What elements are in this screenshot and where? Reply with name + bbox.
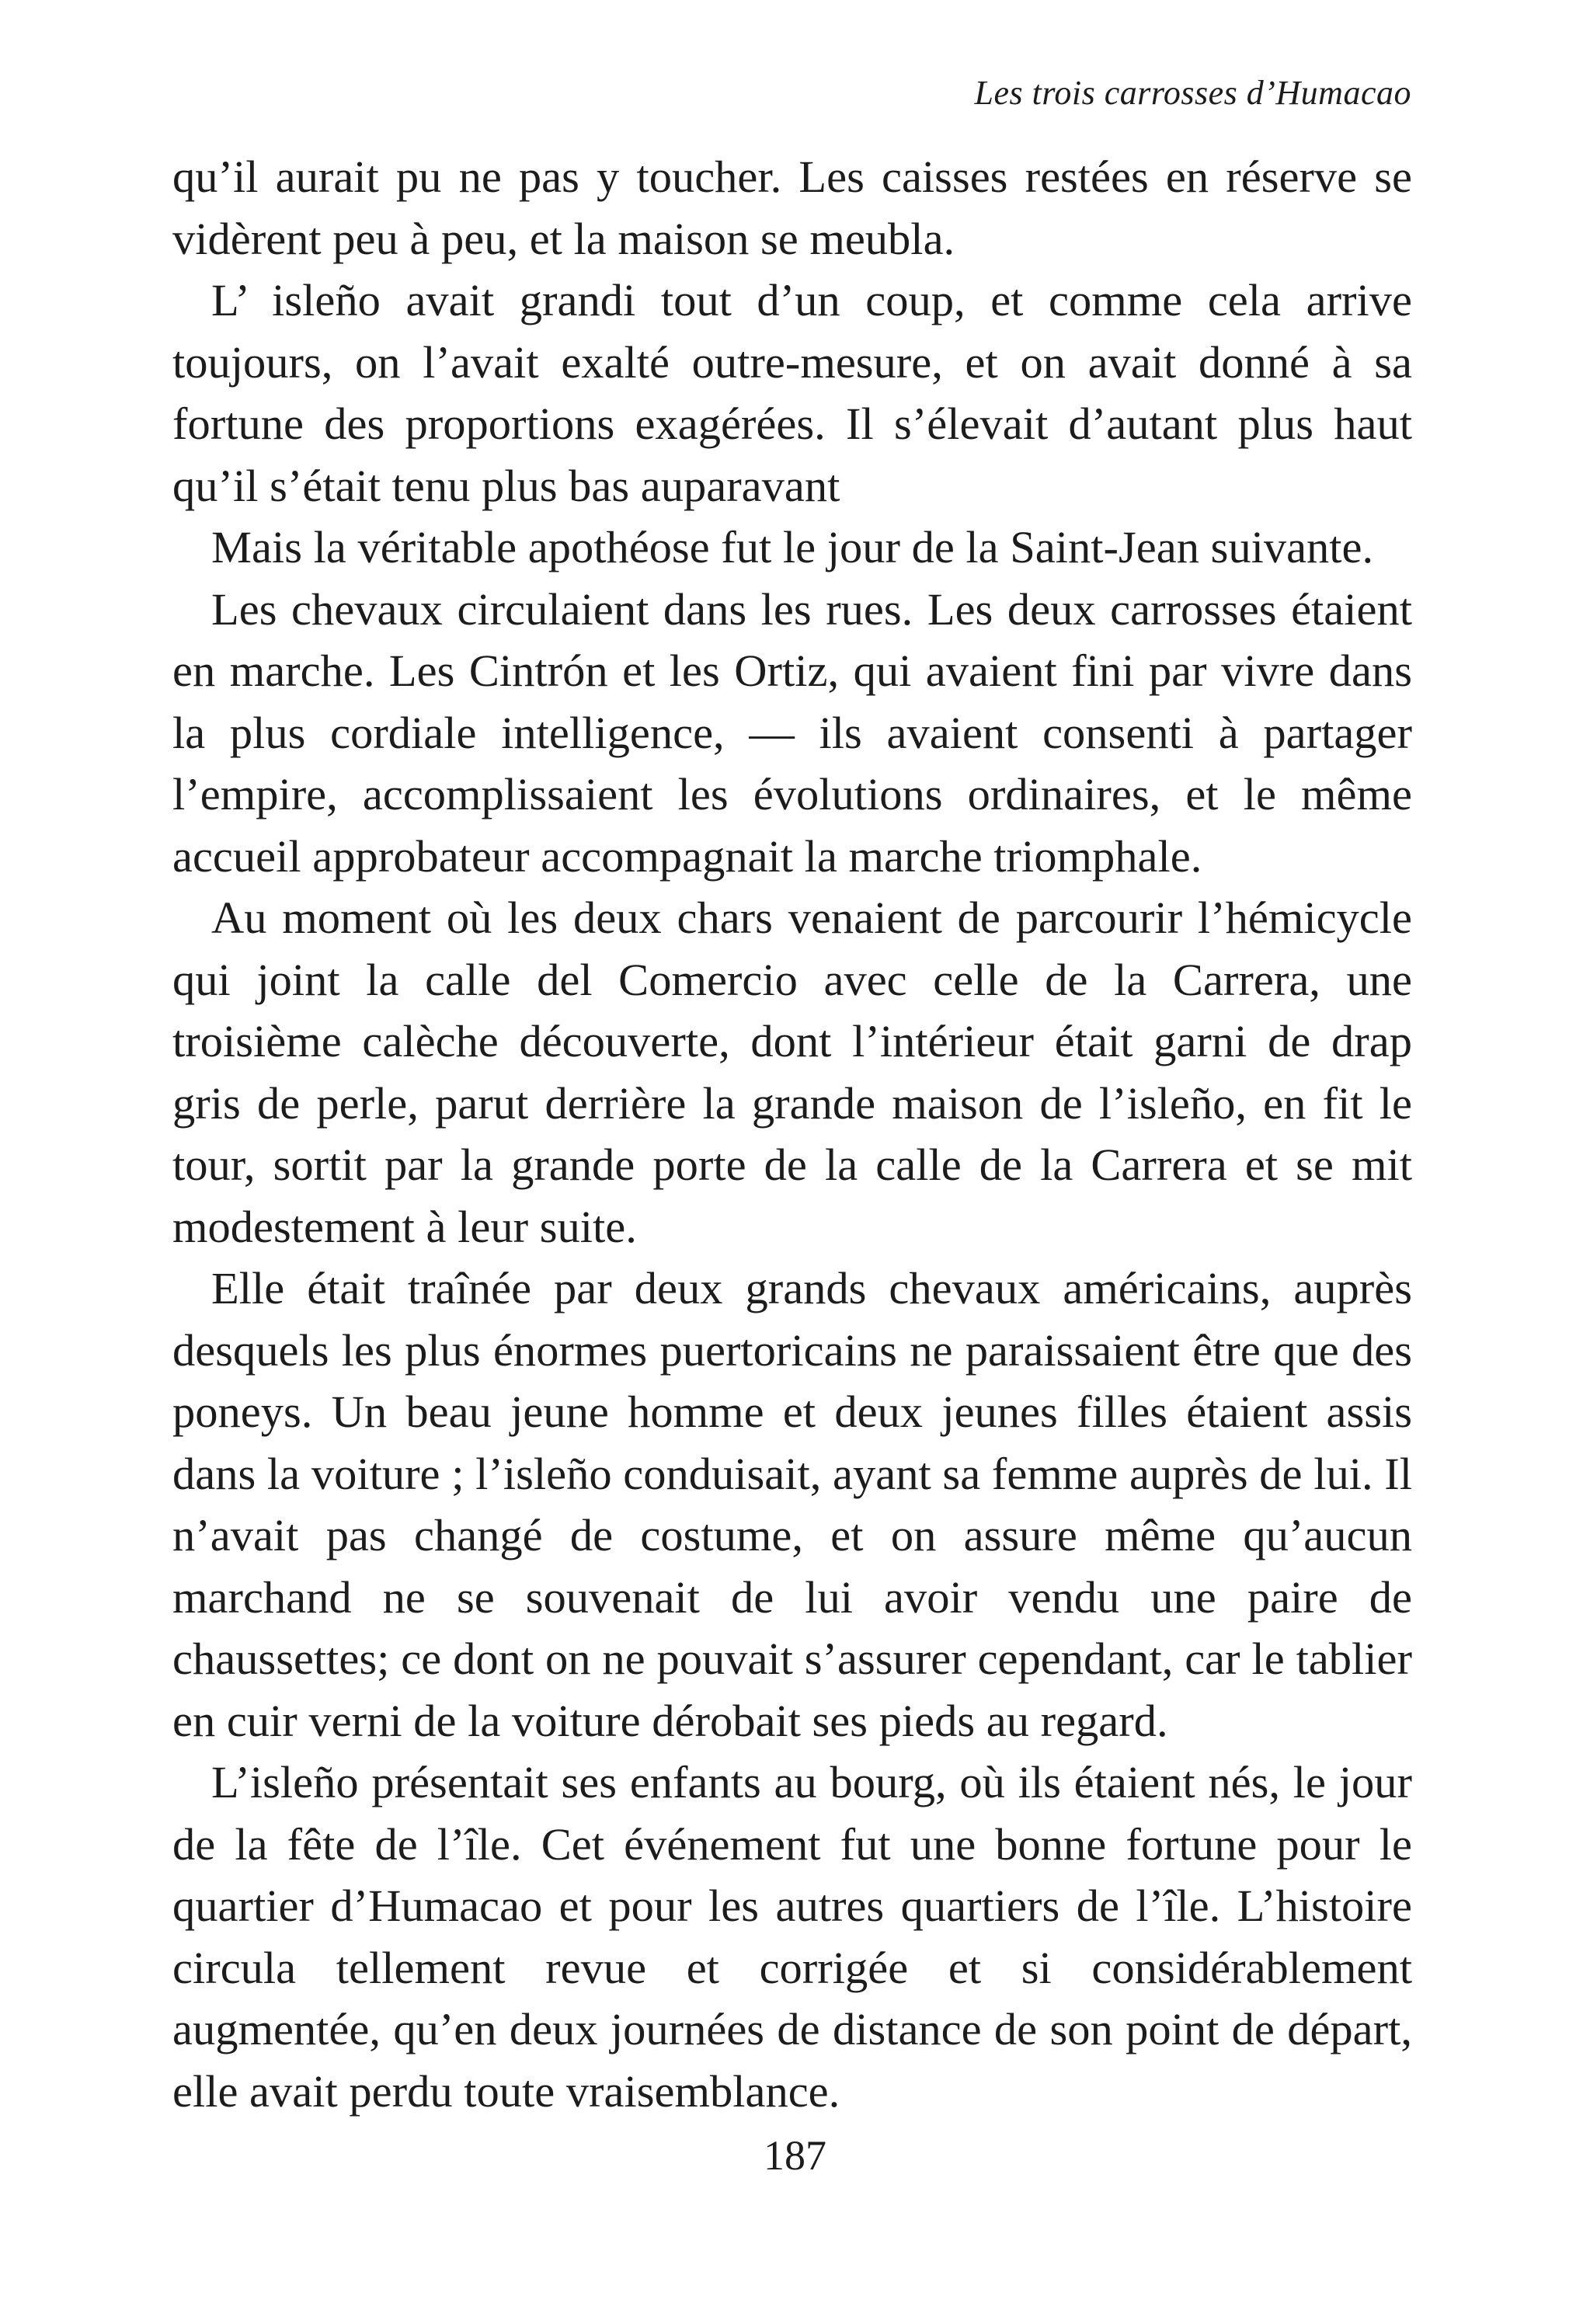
paragraph: Au moment où les deux chars venaient de parcourir l’hémicycle qui joint la calle del Comercio avec celle de la Carrera, une troisième calèche découverte, dont l’intérieur était garni de drap gris de perle, parut derrière la grande maison de l’isleño, en fit le tour, sortit par la grande porte de la calle de la Carrera et se mit modestement à leur suite. bbox=[172, 892, 1412, 1252]
paragraph: L’isleño présentait ses enfants au bourg, où ils étaient nés, le jour de la fête de l’île. Cet événement fut une bonne fortune pour le quartier d’Humacao et pour les autres quartiers de l’île. L’histoire circula tellement revue et corrigée et si considérablement augmentée, qu’en deux journées de distance de son point de départ, elle avait perdu toute vraisemblance. bbox=[172, 1757, 1412, 2117]
paragraph: Les chevaux circulaient dans les rues. Les deux carrosses étaient en marche. Les Cintrón et les Ortiz, qui avaient fini par vivre dans la plus cordiale intelligence, — ils avaient consenti à partager l’empire, accomplissaient les évolutions ordinaires, et le même accueil approbateur accompagnait la marche triomphale. bbox=[172, 583, 1412, 882]
paragraph: L’ isleño avait grandi tout d’un coup, et comme cela arrive toujours, on l’avait exalté outre-mesure, et on avait donné à sa fortune des proportions exagérées. Il s’élevait d’autant plus haut qu’il s’était tenu plus bas auparavant bbox=[172, 275, 1412, 511]
running-header: Les trois carrosses d’Humacao bbox=[974, 74, 1411, 112]
paragraph: Mais la véritable apothéose fut le jour de la Saint-Jean suivante. bbox=[211, 522, 1374, 572]
paragraph-continued: qu’il aurait pu ne pas y toucher. Les caisses restées en réserve se vidèrent peu à peu, et la maison se meubla. bbox=[172, 151, 1412, 264]
body-text bbox=[172, 146, 1412, 2122]
paragraph: Elle était traînée par deux grands chevaux américains, auprès desquels les plus énormes puertoricains ne paraissaient être que des poneys. Un beau jeune homme et deux jeunes filles étaient assis dans la voiture ; l’isleño conduisait, ayant sa femme auprès de lui. Il n’avait pas changé de costume, et on assure même qu’aucun marchand ne se souvenait de lui avoir vendu une paire de chaussettes; ce dont on ne pouvait s’assurer cependant, car le tablier en cuir verni de la voiture dérobait ses pieds au regard. bbox=[172, 1263, 1412, 1746]
page-number: 187 bbox=[764, 2132, 826, 2179]
